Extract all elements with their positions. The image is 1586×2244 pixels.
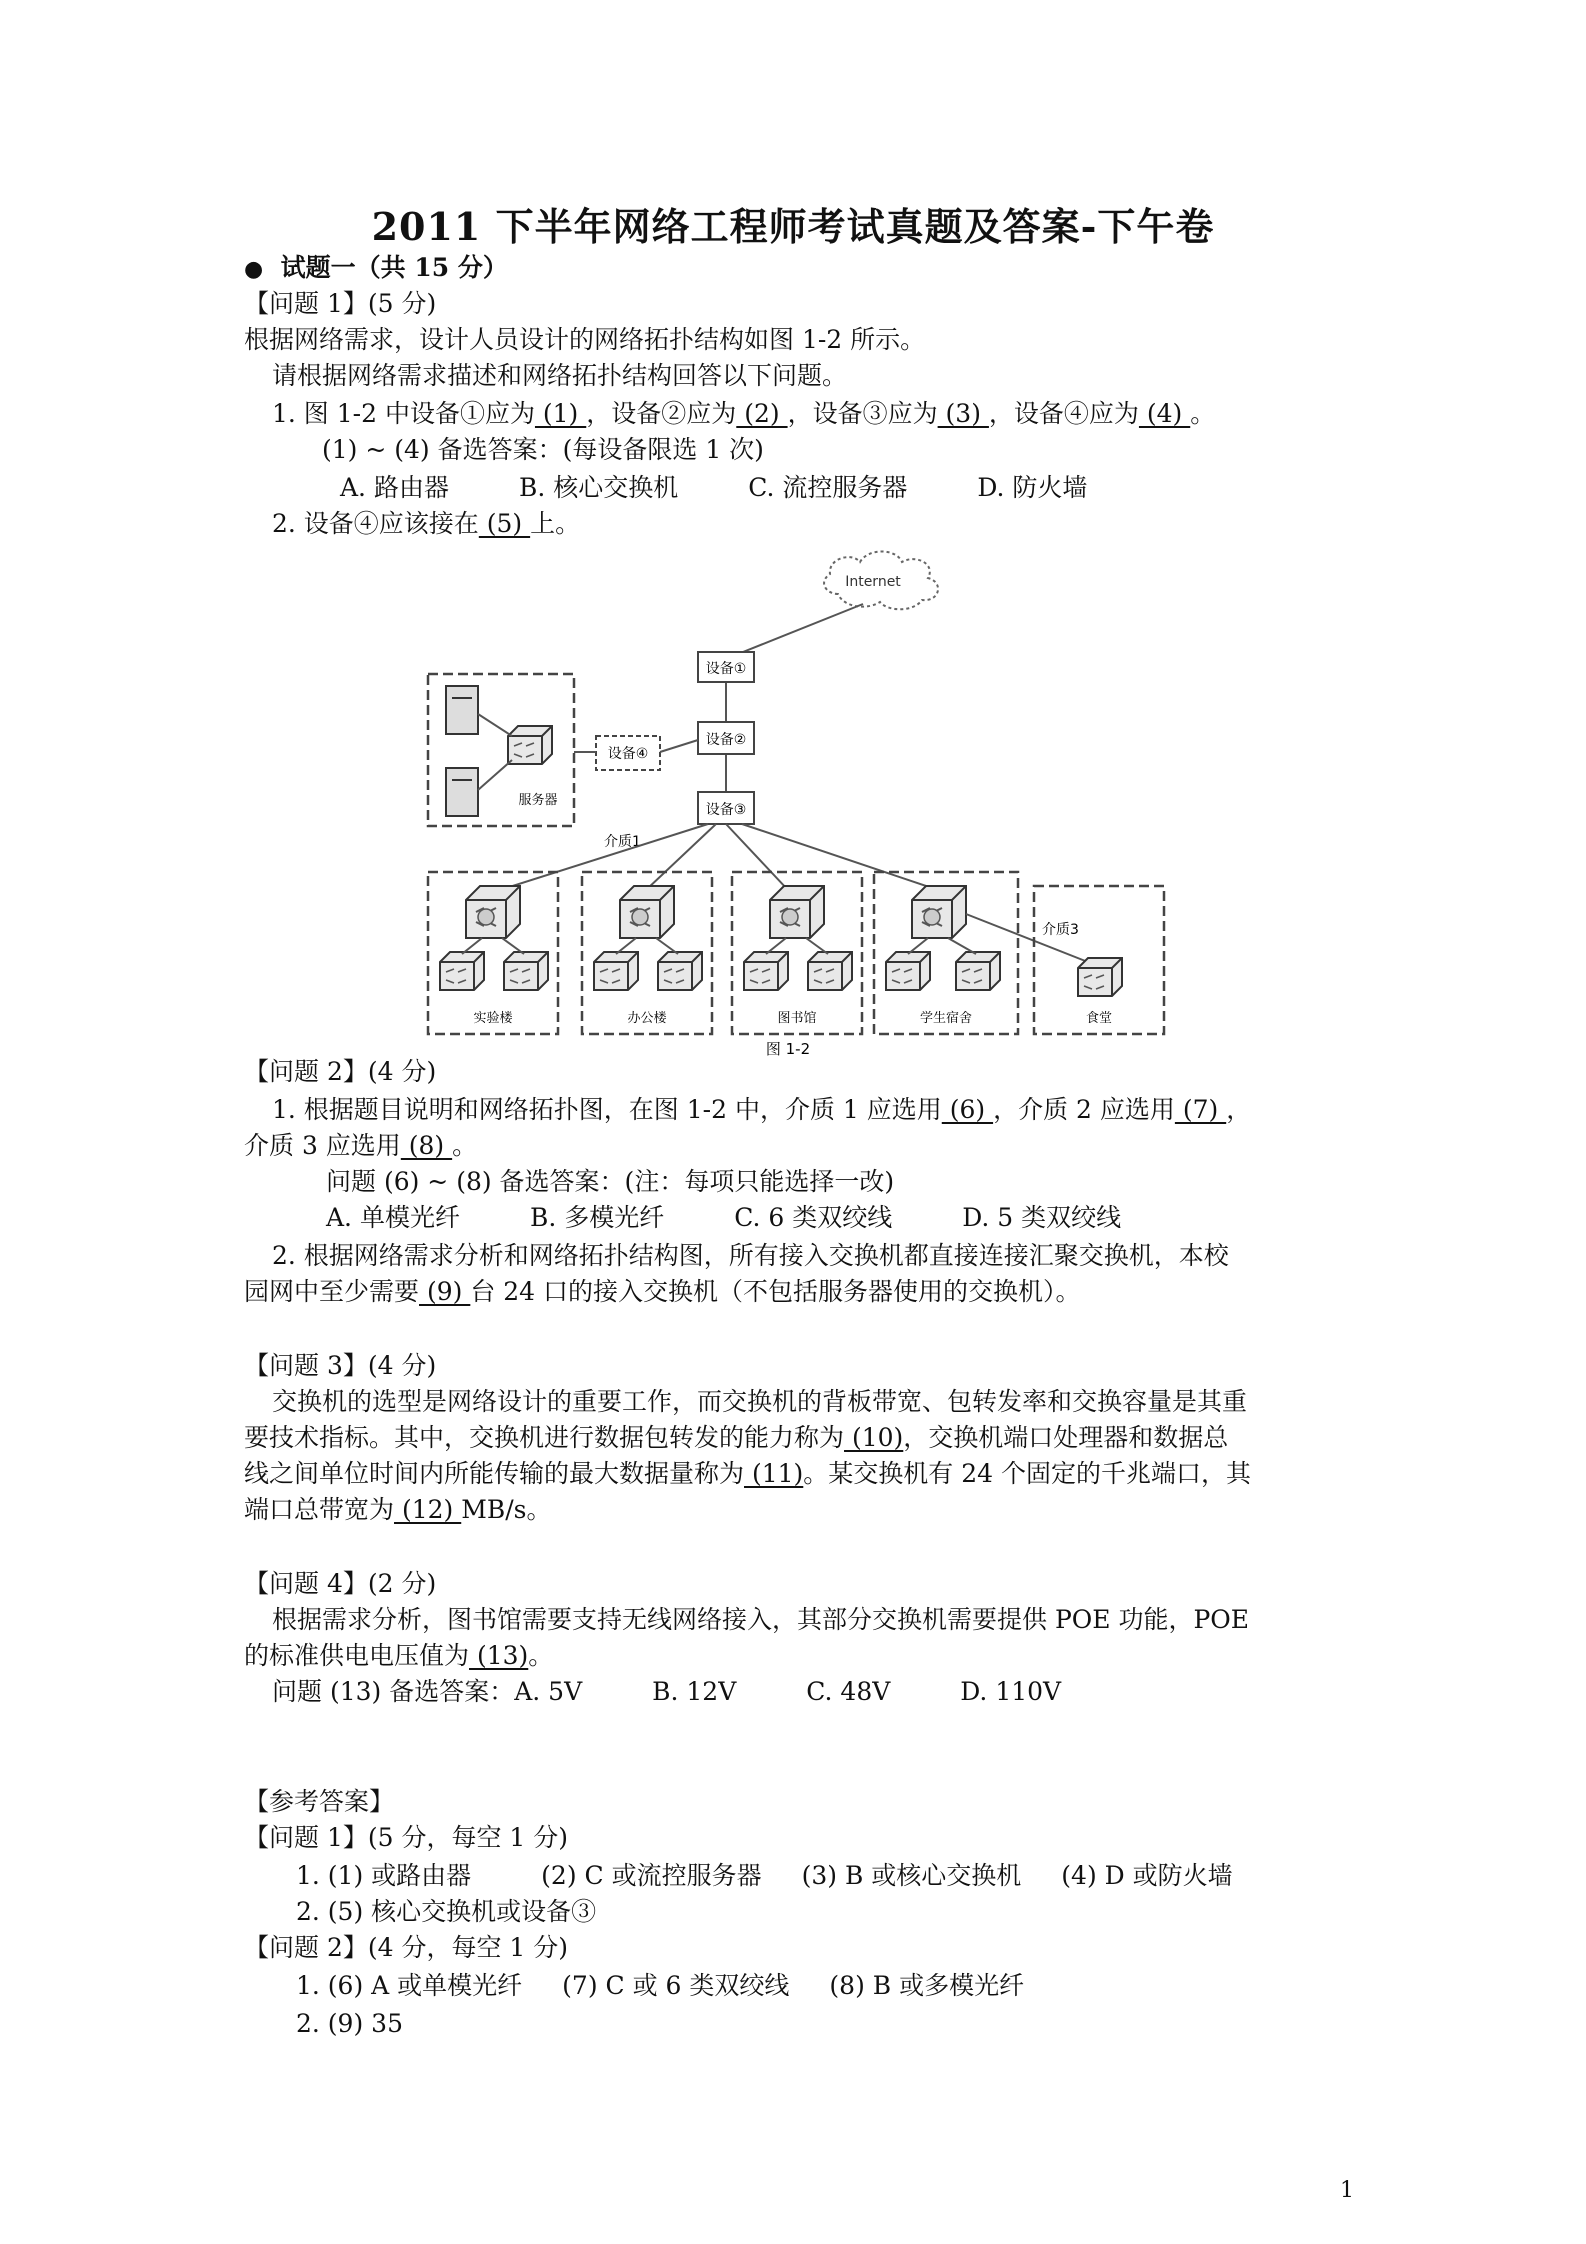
building-library	[732, 872, 862, 1034]
option-b: B. 核心交换机	[518, 473, 679, 502]
section-header: ● 试题一（共 15 分）	[244, 253, 508, 282]
option-a: A. 路由器	[340, 473, 449, 502]
svg-text:设备③: 设备③	[705, 802, 747, 818]
q1-options	[340, 472, 1087, 504]
option-d: D. 5 类双绞线	[962, 1203, 1122, 1232]
answers-q1-line1: 1. (1) 或路由器 (2) C 或流控服务器 (3) B 或核心交换机 (4) D 或防火墙	[296, 1861, 1233, 1890]
q2-item2-cont: 园网中至少需要 (9) 台 24 口的接入交换机（不包括服务器使用的交换机）。	[244, 1277, 1081, 1306]
option-c: C. 48V	[806, 1677, 891, 1706]
q2-header: 【问题 2】(4 分)	[244, 1057, 437, 1086]
option-b: B. 多模光纤	[529, 1203, 665, 1232]
svg-text:图书馆: 图书馆	[777, 1011, 817, 1026]
option-c: C. 6 类双绞线	[734, 1203, 893, 1232]
blank-1: (1)	[534, 399, 587, 428]
q1-header: 【问题 1】(5 分)	[244, 289, 437, 318]
q3-header: 【问题 3】(4 分)	[244, 1351, 437, 1380]
blank-10: (10)	[844, 1423, 904, 1452]
answers-header: 【参考答案】	[244, 1787, 395, 1816]
q4-options-label: 问题 (13) 备选答案：	[272, 1677, 515, 1706]
medium-1-label: 介质1	[604, 834, 641, 850]
blank-9: (9)	[419, 1277, 471, 1306]
answers-q2-line2: 2. (9) 35	[296, 2009, 403, 2038]
medium-3-label: 介质3	[1042, 922, 1079, 938]
building-canteen	[1034, 886, 1164, 1034]
network-topology-diagram	[408, 542, 1168, 1062]
q2-options-label: 问题 (6) ~ (8) 备选答案：(注：每项只能选择一改)	[326, 1167, 895, 1196]
answers-q2-line1: 1. (6) A 或单模光纤 (7) C 或 6 类双绞线 (8) B 或多模光纤	[296, 1971, 1025, 2000]
device-2-box	[698, 722, 754, 754]
q2-item1-cont: 介质 3 应选用 (8) 。	[244, 1131, 478, 1160]
q1-intro: 根据网络需求，设计人员设计的网络拓扑结构如图 1-2 所示。	[244, 325, 926, 354]
server-switch-icon	[508, 726, 552, 764]
page-number: 1	[1340, 2178, 1354, 2203]
building-dormitory	[874, 872, 1018, 1034]
q1-prompt: 请根据网络需求描述和网络拓扑结构回答以下问题。	[272, 361, 848, 390]
answers-q2-header: 【问题 2】(4 分，每空 1 分)	[244, 1933, 569, 1962]
svg-text:设备①: 设备①	[705, 661, 747, 677]
answers-q1-header: 【问题 1】(5 分，每空 1 分)	[244, 1823, 569, 1852]
svg-text:实验楼: 实验楼	[473, 1011, 513, 1026]
svg-text:办公楼: 办公楼	[627, 1011, 667, 1026]
q4-line1: 根据需求分析，图书馆需要支持无线网络接入，其部分交换机需要提供 POE 功能，POE	[272, 1605, 1250, 1634]
option-a: A. 单模光纤	[326, 1203, 460, 1232]
q2-item1: 1. 根据题目说明和网络拓扑图，在图 1-2 中，介质 1 应选用 (6) ，介质 2 应选用 (7) ，	[272, 1095, 1252, 1124]
svg-text:食堂: 食堂	[1085, 1011, 1113, 1026]
q3-line3: 线之间单位时间内所能传输的最大数据量称为 (11)。某交换机有 24 个固定的千兆端口，其	[244, 1459, 1251, 1488]
q2-item2: 2. 根据网络需求分析和网络拓扑结构图，所有接入交换机都直接连接汇聚交换机，本校	[272, 1241, 1229, 1270]
option-a: A. 5V	[514, 1677, 583, 1706]
blank-8: (8)	[400, 1131, 453, 1160]
device-1-box	[698, 652, 754, 682]
option-b: B. 12V	[652, 1677, 737, 1706]
blank-3: (3)	[937, 399, 989, 428]
option-c: C. 流控服务器	[748, 473, 908, 502]
q2-options	[326, 1202, 1121, 1234]
q3-line1: 交换机的选型是网络设计的重要工作，而交换机的背板带宽、包转发率和交换容量是其重	[272, 1387, 1248, 1416]
server-icon	[446, 686, 478, 734]
q4-line2: 的标准供电电压值为 (13)。	[244, 1641, 554, 1670]
building-lab	[428, 872, 558, 1034]
q4-header: 【问题 4】(2 分)	[244, 1569, 437, 1598]
q4-options	[272, 1676, 1061, 1708]
blank-5: (5)	[478, 509, 531, 538]
blank-12: (12)	[394, 1495, 462, 1524]
building-office	[582, 872, 712, 1034]
server-label: 服务器	[518, 793, 558, 808]
answers-q1-line2: 2. (5) 核心交换机或设备③	[296, 1897, 597, 1926]
blank-7: (7)	[1174, 1095, 1227, 1124]
page-title: 2011 下半年网络工程师考试真题及答案-下午卷	[371, 204, 1215, 249]
internet-label: Internet	[845, 574, 901, 590]
figure-caption: 图 1-2	[765, 1040, 811, 1058]
q3-line4: 端口总带宽为 (12) MB/s。	[244, 1495, 552, 1524]
internet-cloud-icon	[824, 552, 938, 610]
svg-text:设备④: 设备④	[607, 746, 649, 762]
option-d: D. 110V	[960, 1677, 1062, 1706]
blank-4: (4)	[1138, 399, 1191, 428]
device-4-box	[596, 736, 660, 770]
blank-6: (6)	[941, 1095, 994, 1124]
server-icon	[446, 768, 478, 816]
blank-2: (2)	[736, 399, 788, 428]
q3-line2: 要技术指标。其中，交换机进行数据包转发的能力称为 (10)，交换机端口处理器和数据总	[244, 1423, 1229, 1452]
server-cluster	[428, 674, 574, 826]
q1-item2: 2. 设备④应该接在 (5) 上。	[272, 509, 581, 538]
option-d: D. 防火墙	[977, 473, 1088, 502]
svg-text:学生宿舍: 学生宿舍	[919, 1011, 973, 1026]
q1-item1: 1. 图 1-2 中设备①应为 (1) ，设备②应为 (2) ，设备③应为 (3) ，设备④应为 (4) 。	[272, 399, 1216, 428]
svg-text:设备②: 设备②	[705, 732, 747, 748]
q1-options-label: (1) ~ (4) 备选答案：(每设备限选 1 次)	[322, 435, 764, 464]
device-3-box	[698, 792, 754, 824]
blank-11: (11)	[744, 1459, 804, 1488]
bullet-icon: ●	[244, 256, 264, 282]
blank-13: (13)	[469, 1641, 529, 1670]
